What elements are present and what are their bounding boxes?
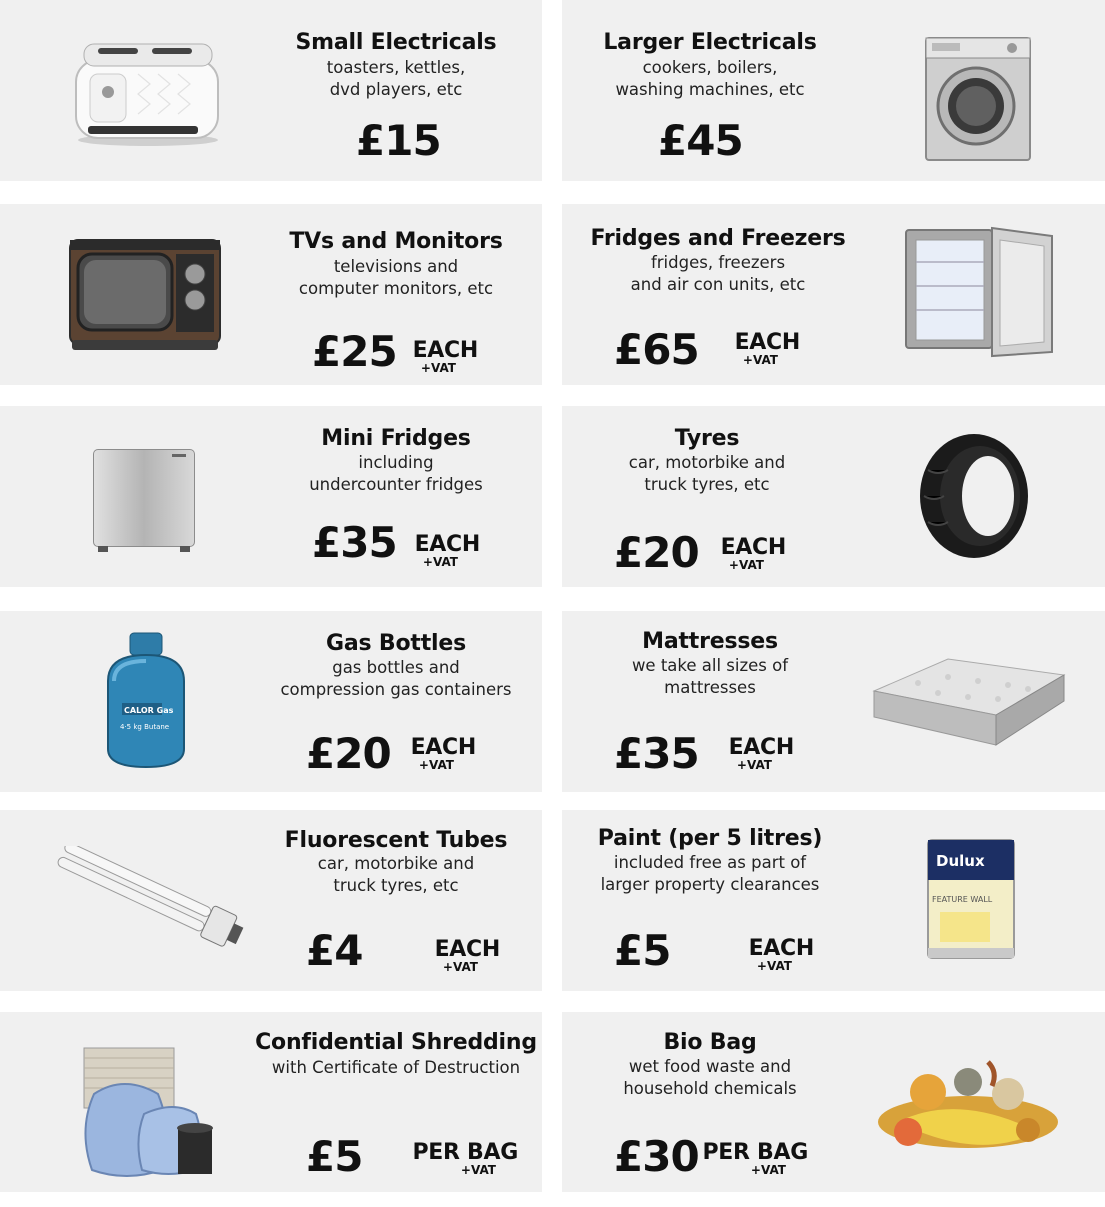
card-price: £35: [312, 518, 397, 567]
price-card-larger-electricals: [562, 0, 1105, 181]
card-price: £20: [306, 729, 391, 778]
card-price: £5: [614, 926, 671, 975]
card-unit: EACH +VAT: [720, 535, 786, 572]
card-description: wet food waste and household chemicals: [623, 1057, 797, 1098]
svg-text:Dulux: Dulux: [936, 852, 985, 870]
card-price: £20: [614, 528, 699, 577]
mini-fridge-icon: [90, 446, 200, 554]
card-title: Small Electricals: [295, 30, 497, 55]
shredding-bags-icon: [76, 1034, 226, 1184]
card-price: £5: [306, 1132, 363, 1181]
price-card-fridges-and-freezers: [562, 204, 1105, 385]
card-title: Mini Fridges: [321, 426, 471, 451]
card-price: £30: [614, 1132, 699, 1181]
food-waste-icon: [868, 1052, 1068, 1162]
freezer-icon: [904, 224, 1056, 360]
card-unit: EACH +VAT: [734, 330, 800, 367]
svg-text:FEATURE WALL: FEATURE WALL: [932, 895, 993, 904]
card-unit: EACH +VAT: [410, 735, 476, 772]
card-description: toasters, kettles, dvd players, etc: [326, 58, 466, 99]
card-unit: PER BAG +VAT: [412, 1140, 518, 1177]
card-description: televisions and computer monitors, etc: [298, 257, 494, 298]
card-description: with Certificate of Destruction: [271, 1058, 521, 1077]
card-price: £65: [614, 325, 699, 374]
card-unit: EACH +VAT: [728, 735, 794, 772]
toaster-icon: [68, 34, 228, 149]
price-card-confidential-shredding: [0, 1012, 542, 1192]
card-title: Confidential Shredding: [255, 1030, 537, 1055]
card-title: Mattresses: [642, 629, 778, 654]
card-price: £4: [306, 926, 363, 975]
price-card-fluorescent-tubes: [0, 810, 542, 991]
card-title: Fluorescent Tubes: [284, 828, 508, 853]
card-description: fridges, freezers and air con units, etc: [630, 253, 806, 294]
card-unit: EACH +VAT: [748, 936, 814, 973]
card-unit: EACH +VAT: [434, 937, 500, 974]
card-price: £15: [356, 116, 441, 165]
price-card-bio-bag: [562, 1012, 1105, 1192]
card-description: we take all sizes of mattresses: [631, 656, 789, 697]
card-price: £35: [614, 729, 699, 778]
card-title: Bio Bag: [663, 1030, 757, 1055]
gas-bottle-brand-text: CALOR Gas: [124, 706, 174, 715]
tyre-icon: [914, 430, 1034, 560]
card-title: Fridges and Freezers: [590, 226, 846, 251]
card-title: TVs and Monitors: [289, 229, 503, 254]
svg-text:4·5 kg Butane: 4·5 kg Butane: [120, 723, 170, 731]
washing-machine-icon: [924, 36, 1032, 164]
price-card-small-electricals: [0, 0, 542, 181]
television-icon: [68, 236, 222, 354]
card-description: including undercounter fridges: [309, 453, 483, 494]
card-description: car, motorbike and truck tyres, etc: [317, 854, 475, 895]
price-card-tyres: [562, 406, 1105, 587]
paint-tin-icon: [926, 836, 1016, 962]
card-unit: EACH +VAT: [414, 532, 480, 569]
card-price: £25: [312, 327, 397, 376]
card-title: Paint (per 5 litres): [597, 826, 823, 851]
mattress-icon: [868, 651, 1068, 747]
price-card-mattresses: [562, 611, 1105, 792]
card-description: cookers, boilers, washing machines, etc: [615, 58, 805, 99]
card-unit: PER BAG +VAT: [702, 1140, 808, 1177]
card-unit: EACH +VAT: [412, 338, 478, 375]
fluorescent-tube-icon: [40, 846, 252, 954]
price-card-gas-bottles: [0, 611, 542, 792]
price-card-tvs-and-monitors: [0, 204, 542, 385]
card-title: Gas Bottles: [326, 631, 466, 656]
card-title: Tyres: [674, 426, 740, 451]
gas-bottle-icon: [100, 631, 192, 771]
card-description: included free as part of larger property clearances: [600, 853, 820, 894]
card-title: Larger Electricals: [603, 30, 817, 55]
card-price: £45: [658, 116, 743, 165]
price-card-mini-fridges: [0, 406, 542, 587]
card-description: gas bottles and compression gas containers: [280, 658, 512, 699]
price-card-paint: [562, 810, 1105, 991]
card-description: car, motorbike and truck tyres, etc: [628, 453, 786, 494]
